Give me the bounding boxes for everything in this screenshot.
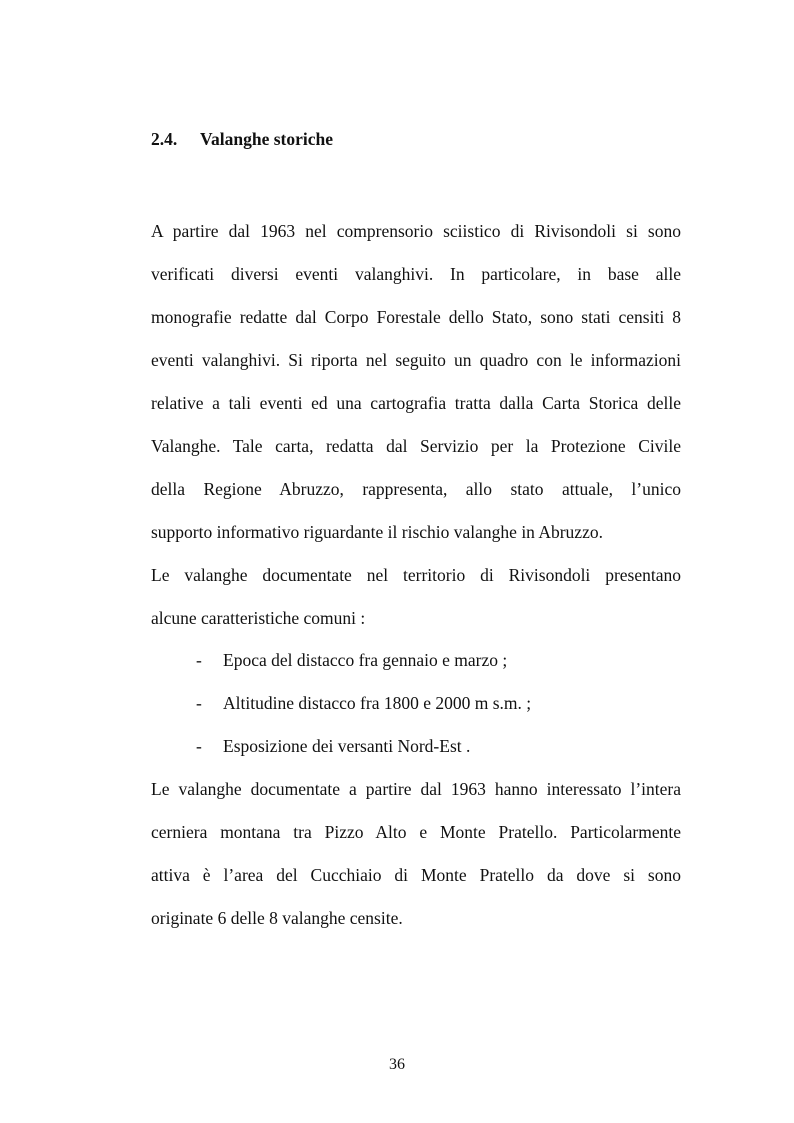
paragraph-line: verificati diversi eventi valanghivi. In particolare, in base alle bbox=[151, 264, 681, 284]
list-bullet: - bbox=[196, 693, 202, 713]
paragraph-line: monografie redatte dal Corpo Forestale dello Stato, sono stati censiti 8 bbox=[151, 307, 681, 327]
paragraph-line: Le valanghe documentate a partire dal 1963 hanno interessato l’intera bbox=[151, 779, 681, 799]
list-item bbox=[196, 682, 531, 725]
paragraph-line: originate 6 delle 8 valanghe censite. bbox=[151, 908, 403, 928]
characteristics-list bbox=[196, 639, 531, 768]
list-item-text: Epoca del distacco fra gennaio e marzo ; bbox=[223, 650, 508, 670]
paragraph-line: cerniera montana tra Pizzo Alto e Monte Pratello. Particolarmente bbox=[151, 822, 681, 842]
paragraph-conclusion bbox=[151, 768, 681, 940]
section-heading bbox=[151, 129, 333, 150]
paragraph-characteristics bbox=[151, 554, 681, 640]
list-item bbox=[196, 639, 531, 682]
page-number: 36 bbox=[389, 1056, 405, 1073]
list-bullet: - bbox=[196, 736, 202, 756]
paragraph-line: eventi valanghivi. Si riporta nel seguito un quadro con le informazioni bbox=[151, 350, 681, 370]
list-item-text: Altitudine distacco fra 1800 e 2000 m s.m. ; bbox=[223, 693, 532, 713]
paragraph-line: della Regione Abruzzo, rappresenta, allo stato attuale, l’unico bbox=[151, 479, 681, 499]
paragraph-line: supporto informativo riguardante il rischio valanghe in Abruzzo. bbox=[151, 522, 603, 542]
paragraph-line: Valanghe. Tale carta, redatta dal Servizio per la Protezione Civile bbox=[151, 436, 681, 456]
section-number: 2.4. bbox=[151, 129, 178, 149]
paragraph-intro bbox=[151, 210, 681, 554]
paragraph-line: relative a tali eventi ed una cartografia tratta dalla Carta Storica delle bbox=[151, 393, 681, 413]
paragraph-line: A partire dal 1963 nel comprensorio sciistico di Rivisondoli si sono bbox=[151, 221, 681, 241]
paragraph-line: Le valanghe documentate nel territorio di Rivisondoli presentano bbox=[151, 565, 681, 585]
list-item bbox=[196, 725, 531, 768]
paragraph-line: alcune caratteristiche comuni : bbox=[151, 608, 366, 628]
list-item-text: Esposizione dei versanti Nord-Est . bbox=[223, 736, 471, 756]
paragraph-line: attiva è l’area del Cucchiaio di Monte Pratello da dove si sono bbox=[151, 865, 681, 885]
section-title: Valanghe storiche bbox=[200, 129, 334, 149]
list-bullet: - bbox=[196, 650, 202, 670]
